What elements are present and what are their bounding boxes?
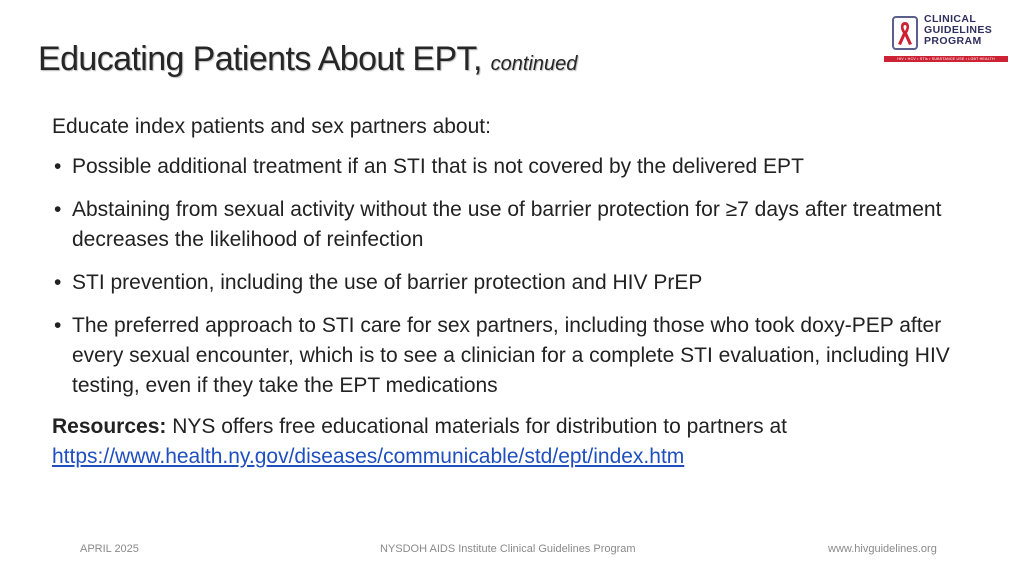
resources-label: Resources: bbox=[52, 415, 167, 438]
bullet-list bbox=[52, 152, 982, 401]
bullet-text: The preferred approach to STI care for sex partners, including those who took doxy-PEP after every sexual encounter, which is to see a clinician for a complete STI evaluation, including HIV testing, even if they take the EPT medications bbox=[72, 314, 950, 397]
slide-title bbox=[38, 40, 577, 79]
footer-website: www.hivguidelines.org bbox=[828, 543, 937, 555]
bullet-dot: • bbox=[54, 155, 62, 178]
bullet-text: Possible additional treatment if an STI that is not covered by the delivered EPT bbox=[72, 155, 804, 178]
bullet-text: Abstaining from sexual activity without the use of barrier protection for ≥7 days after treatment decreases the likelihood of reinfection bbox=[72, 198, 942, 251]
bullet-item bbox=[52, 152, 982, 182]
bullet-text: STI prevention, including the use of barrier protection and HIV PrEP bbox=[72, 271, 703, 294]
slide-title-suffix: continued bbox=[490, 53, 578, 75]
resources-paragraph bbox=[52, 412, 982, 472]
logo-line-1: CLINICAL bbox=[924, 13, 977, 25]
bullet-dot: • bbox=[54, 314, 62, 337]
slide-title-main: Educating Patients About EPT, bbox=[38, 40, 482, 78]
logo-tagline: HIV • HCV • STIs • SUBSTANCE USE • LGBT HEALTH bbox=[884, 56, 1008, 62]
bullet-item bbox=[52, 195, 982, 255]
slide-body bbox=[52, 112, 982, 472]
bullet-item bbox=[52, 268, 982, 298]
bullet-dot: • bbox=[54, 198, 62, 221]
logo-wordmark bbox=[924, 14, 992, 47]
logo-line-2: GUIDELINES bbox=[924, 24, 993, 36]
logo-line-3: PROGRAM bbox=[924, 35, 982, 47]
intro-text: Educate index patients and sex partners about: bbox=[52, 115, 491, 138]
clinical-guidelines-logo[interactable] bbox=[884, 12, 1010, 64]
footer-date: APRIL 2025 bbox=[80, 543, 139, 555]
footer-program: NYSDOH AIDS Institute Clinical Guidelines Program bbox=[380, 543, 636, 555]
ribbon-icon bbox=[892, 16, 918, 50]
resources-link[interactable]: https://www.health.ny.gov/diseases/communicable/std/ept/index.htm bbox=[52, 445, 685, 468]
bullet-item bbox=[52, 311, 982, 401]
bullet-dot: • bbox=[54, 271, 62, 294]
resources-text: NYS offers free educational materials for distribution to partners at bbox=[172, 415, 787, 438]
